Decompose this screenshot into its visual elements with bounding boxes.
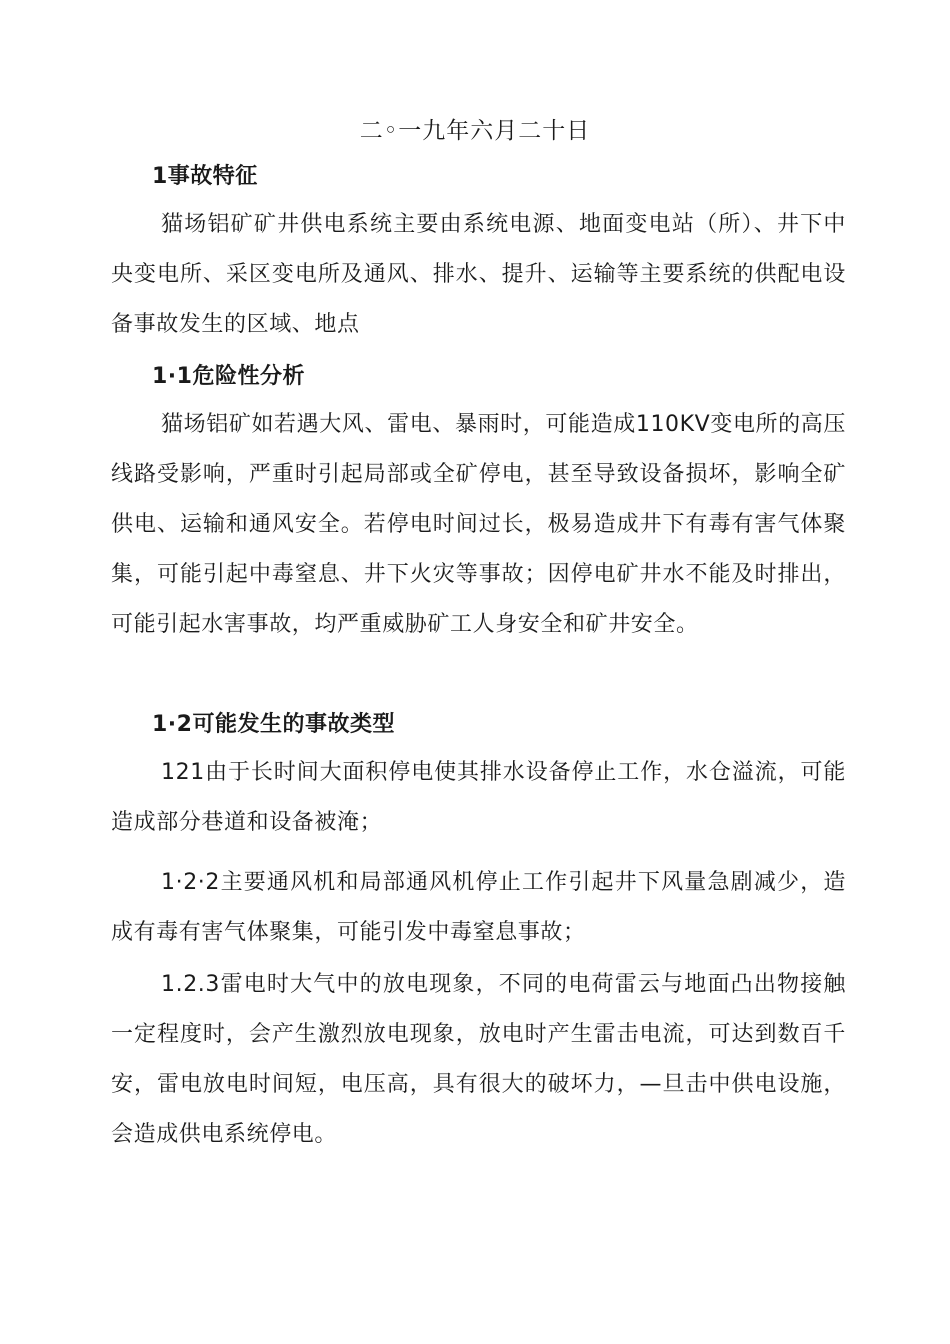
section-heading-risk-analysis: 1·1危险性分析 (152, 364, 305, 389)
accident-type-item-2: 1·2·2主要通风机和局部通风机停止工作引起井下风量急剧减少，造成有毒有害气体聚集，可能引发中毒窒息事故； (111, 870, 846, 945)
accident-type-item-3: 1.2.3雷电时大气中的放电现象，不同的电荷雷云与地面凸出物接触一定程度时，会产生激烈放电现象，放电时产生雷击电流，可达到数百千安，雷电放电时间短，电压高，具有很大的破坏力，—旦击中供电设施，会造成供电系统停电。 (111, 972, 846, 1147)
section-paragraph-risk-analysis: 猫场铝矿如若遇大风、雷电、暴雨时，可能造成110KV变电所的高压线路受影响，严重时引起局部或全矿停电，甚至导致设备损坏，影响全矿供电、运输和通风安全。若停电时间过长，极易造成井下有毒有害气体聚集，可能引起中毒窒息、井下火灾等事故；因停电矿井水不能及时排出，可能引起水害事故，均严重威胁矿工人身安全和矿井安全。 (111, 412, 846, 637)
section-heading-accident-types: 1·2可能发生的事故类型 (152, 712, 395, 737)
accident-type-item-1: 121由于长时间大面积停电使其排水设备停止工作，水仓溢流，可能造成部分巷道和设备被淹； (111, 760, 846, 835)
document-date: 二◦一九年六月二十日 (359, 118, 591, 144)
section-heading-accident-features: 1事故特征 (152, 164, 258, 189)
section-paragraph-accident-features: 猫场铝矿矿井供电系统主要由系统电源、地面变电站（所）、井下中央变电所、采区变电所及通风、排水、提升、运输等主要系统的供配电设备事故发生的区域、地点 (111, 212, 846, 337)
